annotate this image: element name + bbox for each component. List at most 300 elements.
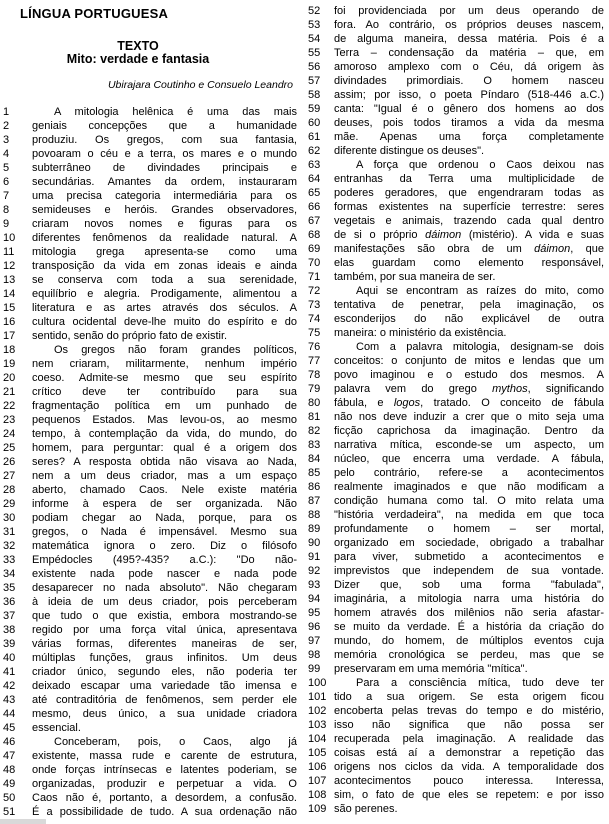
line-text: povoaram o céu e a terra, os mares e o mundo xyxy=(32,148,297,160)
line-number: 78 xyxy=(308,369,321,381)
line-text: elas guardam como elemento responsável, xyxy=(334,257,604,269)
line-number: 62 xyxy=(308,145,321,157)
text-line xyxy=(3,651,297,665)
line-number: 43 xyxy=(3,694,16,706)
line-number: 94 xyxy=(308,593,321,605)
line-number: 15 xyxy=(3,302,16,314)
line-text: múltiplas funções, graus infinitos. Um deus xyxy=(32,652,297,664)
text-line xyxy=(3,133,297,147)
line-number: 22 xyxy=(3,400,16,412)
text-line xyxy=(308,4,604,18)
text-line xyxy=(308,634,604,648)
text-line xyxy=(3,805,297,819)
line-text: sentido, senão do próprio fato de existir. xyxy=(32,330,228,342)
text-line xyxy=(308,298,604,312)
text-line xyxy=(3,357,297,371)
text-line xyxy=(308,410,604,424)
line-text: criador único, segundo eles, não poderia ter xyxy=(32,666,297,678)
text-line xyxy=(3,217,297,231)
line-text: diferentes fenômenos da realidade natural. A xyxy=(32,232,297,244)
line-number: 83 xyxy=(308,439,321,451)
line-number: 84 xyxy=(308,453,321,465)
text-line xyxy=(3,693,297,707)
line-number: 8 xyxy=(3,204,10,216)
line-number: 31 xyxy=(3,526,16,538)
text-line xyxy=(3,609,297,623)
text-line xyxy=(308,228,604,242)
text-line xyxy=(3,273,297,287)
line-number: 5 xyxy=(3,162,10,174)
line-number: 55 xyxy=(308,47,321,59)
line-text: Dizer que, sob uma forma "fabulada", xyxy=(334,579,604,591)
line-number: 79 xyxy=(308,383,321,395)
line-number: 72 xyxy=(308,285,321,297)
text-line xyxy=(308,186,604,200)
text-line xyxy=(3,539,297,553)
text-line xyxy=(308,368,604,382)
line-number: 108 xyxy=(308,789,327,801)
text-line xyxy=(308,592,604,606)
line-number: 6 xyxy=(3,176,10,188)
line-text: gregos, o Nada é impensável. Mesmo sua xyxy=(32,526,297,538)
line-text: tempo, à contemplação da vida, do mundo, do xyxy=(32,428,297,440)
line-number: 33 xyxy=(3,554,16,566)
line-number: 46 xyxy=(3,736,16,748)
line-number: 27 xyxy=(3,470,16,482)
line-number: 4 xyxy=(3,148,10,160)
line-text: deuses, pois todos tiramos a vida da mesma xyxy=(334,117,604,129)
line-number: 17 xyxy=(3,330,16,342)
text-line xyxy=(308,788,604,802)
line-number: 28 xyxy=(3,484,16,496)
line-text: Para a consciência mítica, tudo deve ter xyxy=(356,677,604,689)
line-number: 20 xyxy=(3,372,16,384)
line-text: divindades primordiais. O homem nasceu xyxy=(334,75,604,87)
line-text: fábula, e logos, tratado. O conceito de fábula xyxy=(334,397,604,409)
text-line xyxy=(308,214,604,228)
text-line xyxy=(3,623,297,637)
text-line xyxy=(308,284,604,298)
text-line xyxy=(308,620,604,634)
line-number: 89 xyxy=(308,523,321,535)
text-line xyxy=(3,567,297,581)
line-text: desaparecer no nada absoluto". Não chegaram xyxy=(32,582,297,594)
line-text: É a possibilidade de tudo. A sua ordenação não xyxy=(32,806,297,818)
text-line xyxy=(3,777,297,791)
text-line xyxy=(3,259,297,273)
text-line xyxy=(308,578,604,592)
text-line xyxy=(3,245,297,259)
line-number: 42 xyxy=(3,680,16,692)
text-line xyxy=(308,130,604,144)
text-line xyxy=(3,427,297,441)
text-line xyxy=(3,483,297,497)
text-line xyxy=(308,396,604,410)
text-line xyxy=(308,802,604,816)
line-number: 51 xyxy=(3,806,16,818)
line-number: 16 xyxy=(3,316,16,328)
line-text: regido por uma força vital única, apresentava xyxy=(32,624,297,636)
line-number: 97 xyxy=(308,635,321,647)
text-line xyxy=(3,749,297,763)
line-number: 53 xyxy=(308,19,321,31)
line-number: 12 xyxy=(3,260,16,272)
line-text: Os gregos não foram grandes políticos, xyxy=(54,344,297,356)
text-line xyxy=(3,707,297,721)
line-text: coeso. Admite-se mesmo que seu espírito xyxy=(32,372,297,384)
text-line xyxy=(3,735,297,749)
line-text: memória cronológica se perdeu, mas que se xyxy=(334,649,604,661)
text-line xyxy=(308,536,604,550)
line-number: 44 xyxy=(3,708,16,720)
line-number: 39 xyxy=(3,638,16,650)
text-line xyxy=(308,354,604,368)
line-text: manifestações são obra de um dáimon, que xyxy=(334,243,604,255)
line-text: equilíbrio e alegria. Prodigamente, alimentou a xyxy=(32,288,297,300)
line-text: de alguma maneira, dessa matéria. Pois é a xyxy=(334,33,604,45)
line-number: 19 xyxy=(3,358,16,370)
line-text: mundo, do homem, de múltiplos eventos cuja xyxy=(334,635,604,647)
line-number: 107 xyxy=(308,775,327,787)
line-text: diferente distingue os deuses". xyxy=(334,145,485,157)
line-number: 35 xyxy=(3,582,16,594)
text-line xyxy=(308,676,604,690)
line-number: 63 xyxy=(308,159,321,171)
line-number: 65 xyxy=(308,187,321,199)
line-text: subterrâneo de divindades principais e xyxy=(32,162,297,174)
line-text: onde forças intrínsecas e latentes poderiam, se xyxy=(32,764,297,776)
line-number: 96 xyxy=(308,621,321,633)
line-text: geniais concepções que a humanidade xyxy=(32,120,297,132)
line-number: 102 xyxy=(308,705,327,717)
text-line xyxy=(3,161,297,175)
line-text: tido a sua origem. Se esta origem ficou xyxy=(334,691,604,703)
line-text: uma precisa categoria intermediária para os xyxy=(32,190,297,202)
line-number: 10 xyxy=(3,232,16,244)
line-number: 30 xyxy=(3,512,16,524)
text-line xyxy=(3,287,297,301)
text-column-right xyxy=(308,4,604,816)
line-text: aberto, chamado Caos. Nele existe matéria xyxy=(32,484,297,496)
line-number: 3 xyxy=(3,134,10,146)
text-line xyxy=(3,721,297,735)
authors-byline: Ubirajara Coutinho e Consuelo Leandro xyxy=(107,79,293,91)
line-text: também, por sua maneira de ser. xyxy=(334,271,496,283)
line-text: esconderijos do não explicável de outra xyxy=(334,313,604,325)
line-text: formas existentes na superfície terrestre: seres xyxy=(334,201,604,213)
text-line xyxy=(308,60,604,74)
line-text: seres? A resposta obtida não visava ao Nada, xyxy=(32,456,297,468)
line-text: Aqui se encontram as raízes do mito, como xyxy=(356,285,604,297)
text-line xyxy=(3,413,297,427)
line-number: 21 xyxy=(3,386,16,398)
line-text: homem através dos milênios não seria afastar- xyxy=(334,607,604,619)
line-text: recuperada pela imaginação. A realidade das xyxy=(334,733,604,745)
line-text: homem, para perguntar: qual é a origem dos xyxy=(32,442,297,454)
line-text: assim; por isso, o poeta Píndaro (518-446 a.C.) xyxy=(334,89,604,101)
line-number: 64 xyxy=(308,173,321,185)
text-line xyxy=(3,147,297,161)
line-text: criaram novos nomes e figuras para os xyxy=(32,218,297,230)
line-text: foi providenciada por um deus operando de xyxy=(334,5,604,17)
line-number: 29 xyxy=(3,498,16,510)
text-line xyxy=(308,312,604,326)
text-line xyxy=(3,119,297,133)
line-text: crítico deve ter contribuído para sua xyxy=(32,386,297,398)
line-text: literatura e as artes através dos séculos. A xyxy=(32,302,297,314)
line-number: 68 xyxy=(308,229,321,241)
line-text: profundamente o homem – ser mortal, xyxy=(334,523,604,535)
line-number: 91 xyxy=(308,551,321,563)
line-number: 100 xyxy=(308,677,327,689)
line-text: origens nos ciclos da vida. A temporalidade dos xyxy=(334,761,604,773)
line-text: "história verdadeira", na medida em que toca xyxy=(334,509,604,521)
text-line xyxy=(3,469,297,483)
line-text: mitologia grega apresenta-se como uma xyxy=(32,246,297,258)
line-text: condição humana como tal. O mito relata uma xyxy=(334,495,604,507)
line-text: Conceberam, pois, o Caos, algo já xyxy=(54,736,297,748)
line-number: 7 xyxy=(3,190,10,202)
text-line xyxy=(3,189,297,203)
text-line xyxy=(308,452,604,466)
line-text: não nos deve induzir a crer que o mito seja uma xyxy=(334,411,604,423)
line-text: nem criaram, militarmente, nenhum império xyxy=(32,358,297,370)
line-number: 49 xyxy=(3,778,16,790)
line-number: 69 xyxy=(308,243,321,255)
text-line xyxy=(3,175,297,189)
line-text: Caos não é, portanto, a desordem, a confusão. xyxy=(32,792,297,804)
line-number: 26 xyxy=(3,456,16,468)
text-line xyxy=(3,679,297,693)
line-number: 93 xyxy=(308,579,321,591)
line-number: 87 xyxy=(308,495,321,507)
line-text: canta: "Igual é o gênero dos homens ao dos xyxy=(334,103,604,115)
line-text: A mitologia helênica é uma das mais xyxy=(54,106,297,118)
line-number: 74 xyxy=(308,313,321,325)
line-text: isso não significa que não possa ser xyxy=(334,719,604,731)
line-text: Terra – condensação da matéria – que, em xyxy=(334,47,604,59)
text-line xyxy=(308,326,604,340)
line-text: secundárias. Amantes da ordem, instauraram xyxy=(32,176,297,188)
text-line xyxy=(308,102,604,116)
line-number: 99 xyxy=(308,663,321,675)
line-text: Com a palavra mitologia, designam-se dois xyxy=(356,341,604,353)
line-number: 14 xyxy=(3,288,16,300)
line-number: 75 xyxy=(308,327,321,339)
line-text: organizado em sociedade, obrigado a trabalhar xyxy=(334,537,604,549)
line-text: produziu. Os gregos, com sua fantasia, xyxy=(32,134,297,146)
text-line xyxy=(308,466,604,480)
line-number: 103 xyxy=(308,719,327,731)
line-number: 36 xyxy=(3,596,16,608)
line-number: 34 xyxy=(3,568,16,580)
line-text: núcleo, que encerra uma verdade. A fábula, xyxy=(334,453,604,465)
text-line xyxy=(308,18,604,32)
line-number: 67 xyxy=(308,215,321,227)
line-text: semideuses e heróis. Grandes observadores, xyxy=(32,204,297,216)
text-line xyxy=(3,371,297,385)
line-text: se muito da verdade. É a história da criação do xyxy=(334,621,604,633)
line-number: 85 xyxy=(308,467,321,479)
text-line xyxy=(308,242,604,256)
text-line xyxy=(3,525,297,539)
line-text: que tudo o que existia, embora mostrando-se xyxy=(32,610,297,622)
text-line xyxy=(308,718,604,732)
line-number: 109 xyxy=(308,803,327,815)
text-line xyxy=(308,88,604,102)
line-number: 1 xyxy=(3,106,10,118)
line-text: acontecimentos pouco interessa. Interessa, xyxy=(334,775,604,787)
line-number: 101 xyxy=(308,691,327,703)
line-number: 70 xyxy=(308,257,321,269)
text-line xyxy=(3,385,297,399)
text-line xyxy=(3,497,297,511)
text-line xyxy=(3,665,297,679)
line-text: encoberta pelas trevas do tempo e do mistério, xyxy=(334,705,604,717)
line-text: vegetais e animais, trazendo cada qual dentro xyxy=(334,215,604,227)
line-number: 13 xyxy=(3,274,16,286)
line-text: organizadas, produzir e perpetuar a vida. O xyxy=(32,778,297,790)
text-line xyxy=(308,550,604,564)
line-text: à ideia de um deus criador, pois perceberam xyxy=(32,596,297,608)
text-line xyxy=(308,508,604,522)
text-line xyxy=(308,564,604,578)
line-text: coisas está aí a demonstrar a repetição das xyxy=(334,747,604,759)
line-number: 24 xyxy=(3,428,16,440)
text-line xyxy=(308,480,604,494)
line-text: fora. Ao contrário, os próprios deuses nascem, xyxy=(334,19,604,31)
cropped-cell-fragment xyxy=(0,819,46,824)
line-number: 52 xyxy=(308,5,321,17)
line-text: palavra vem do grego mythos, significando xyxy=(334,383,604,395)
line-number: 80 xyxy=(308,397,321,409)
line-text: narrativa mítica, esconde-se um aspecto, um xyxy=(334,439,604,451)
text-line xyxy=(3,105,297,119)
text-line xyxy=(308,382,604,396)
line-number: 32 xyxy=(3,540,16,552)
text-line xyxy=(3,329,297,343)
line-text: existente, massa rude e carente de estrutura, xyxy=(32,750,297,762)
line-text: de si o próprio dáimon (mistério). A vida e suas xyxy=(334,229,604,241)
line-number: 60 xyxy=(308,117,321,129)
text-line xyxy=(308,32,604,46)
text-line xyxy=(308,732,604,746)
line-number: 98 xyxy=(308,649,321,661)
line-text: informe à espera de ser organizada. Não xyxy=(32,498,297,510)
text-line xyxy=(308,424,604,438)
line-text: essencial. xyxy=(32,722,81,734)
line-text: nem a um deus criador, mas a um espaço xyxy=(32,470,297,482)
line-number: 71 xyxy=(308,271,321,283)
line-number: 9 xyxy=(3,218,10,230)
line-text: maneira: o ministério da existência. xyxy=(334,327,507,339)
text-line xyxy=(308,648,604,662)
line-text: para viver, submetido a acontecimentos e xyxy=(334,551,604,563)
line-text: entranhas da Terra uma multiplicidade de xyxy=(334,173,604,185)
line-number: 86 xyxy=(308,481,321,493)
text-line xyxy=(3,301,297,315)
text-line xyxy=(3,315,297,329)
text-line xyxy=(3,763,297,777)
line-number: 59 xyxy=(308,103,321,115)
line-text: amoroso amplexo com o Céu, dá origem às xyxy=(334,61,604,73)
text-line xyxy=(308,340,604,354)
line-number: 37 xyxy=(3,610,16,622)
line-text: várias formas, diferentes maneiras de ser, xyxy=(32,638,297,650)
line-text: fragmentação política em um punhado de xyxy=(32,400,297,412)
line-number: 47 xyxy=(3,750,16,762)
line-text: conceitos: o conjunto de mitos e lendas que um xyxy=(334,355,604,367)
line-text: deixado escapar uma variedade tão imensa e xyxy=(32,680,297,692)
text-line xyxy=(308,662,604,676)
line-text: transposição da vida em zonas ideais e ainda xyxy=(32,260,297,272)
text-line xyxy=(308,746,604,760)
line-number: 95 xyxy=(308,607,321,619)
text-title: Mito: verdade e fantasia xyxy=(66,52,210,66)
line-text: realmente imaginados e que não modificam a xyxy=(334,481,604,493)
text-line xyxy=(3,399,297,413)
line-text: até contraditória de fenômenos, sem perder ele xyxy=(32,694,297,706)
text-line xyxy=(3,581,297,595)
line-number: 56 xyxy=(308,61,321,73)
line-number: 82 xyxy=(308,425,321,437)
text-line xyxy=(308,158,604,172)
text-line xyxy=(3,203,297,217)
line-number: 41 xyxy=(3,666,16,678)
line-text: poderes geradores, que engendraram todas as xyxy=(334,187,604,199)
text-line xyxy=(3,455,297,469)
line-text: mãe. Apenas uma força completamente xyxy=(334,131,604,143)
text-line xyxy=(308,74,604,88)
line-text: cultura ocidental deve-lhe muito do espírito e do xyxy=(32,316,297,328)
text-line xyxy=(308,704,604,718)
line-text: pequenos Estados. Mas levou-os, ao mesmo xyxy=(32,414,297,426)
line-number: 18 xyxy=(3,344,16,356)
line-number: 40 xyxy=(3,652,16,664)
line-number: 57 xyxy=(308,75,321,87)
text-line xyxy=(308,172,604,186)
line-number: 88 xyxy=(308,509,321,521)
text-line xyxy=(308,522,604,536)
line-text: preservaram em uma memória "mítica". xyxy=(334,663,528,675)
text-line xyxy=(308,760,604,774)
line-number: 106 xyxy=(308,761,327,773)
line-text: pelo contrário, refere-se a acontecimentos xyxy=(334,467,604,479)
course-title: LÍNGUA PORTUGUESA xyxy=(20,6,169,21)
text-column-left xyxy=(3,105,297,819)
text-line xyxy=(308,256,604,270)
line-number: 58 xyxy=(308,89,321,101)
line-text: povo imaginou e o estudo dos mesmos. A xyxy=(334,369,604,381)
line-number: 45 xyxy=(3,722,16,734)
line-number: 2 xyxy=(3,120,10,132)
text-line xyxy=(308,606,604,620)
line-number: 61 xyxy=(308,131,321,143)
text-line xyxy=(308,144,604,158)
line-text: são perenes. xyxy=(334,803,398,815)
text-line xyxy=(3,343,297,357)
line-text: tentativa de penetrar, pela imaginação, os xyxy=(334,299,604,311)
text-line xyxy=(308,200,604,214)
line-text: Empédocles (495?-435? a.C.): "Do não- xyxy=(32,554,297,566)
text-line xyxy=(3,637,297,651)
text-line xyxy=(308,774,604,788)
line-number: 54 xyxy=(308,33,321,45)
line-number: 81 xyxy=(308,411,321,423)
text-line xyxy=(3,231,297,245)
text-line xyxy=(3,441,297,455)
line-number: 76 xyxy=(308,341,321,353)
